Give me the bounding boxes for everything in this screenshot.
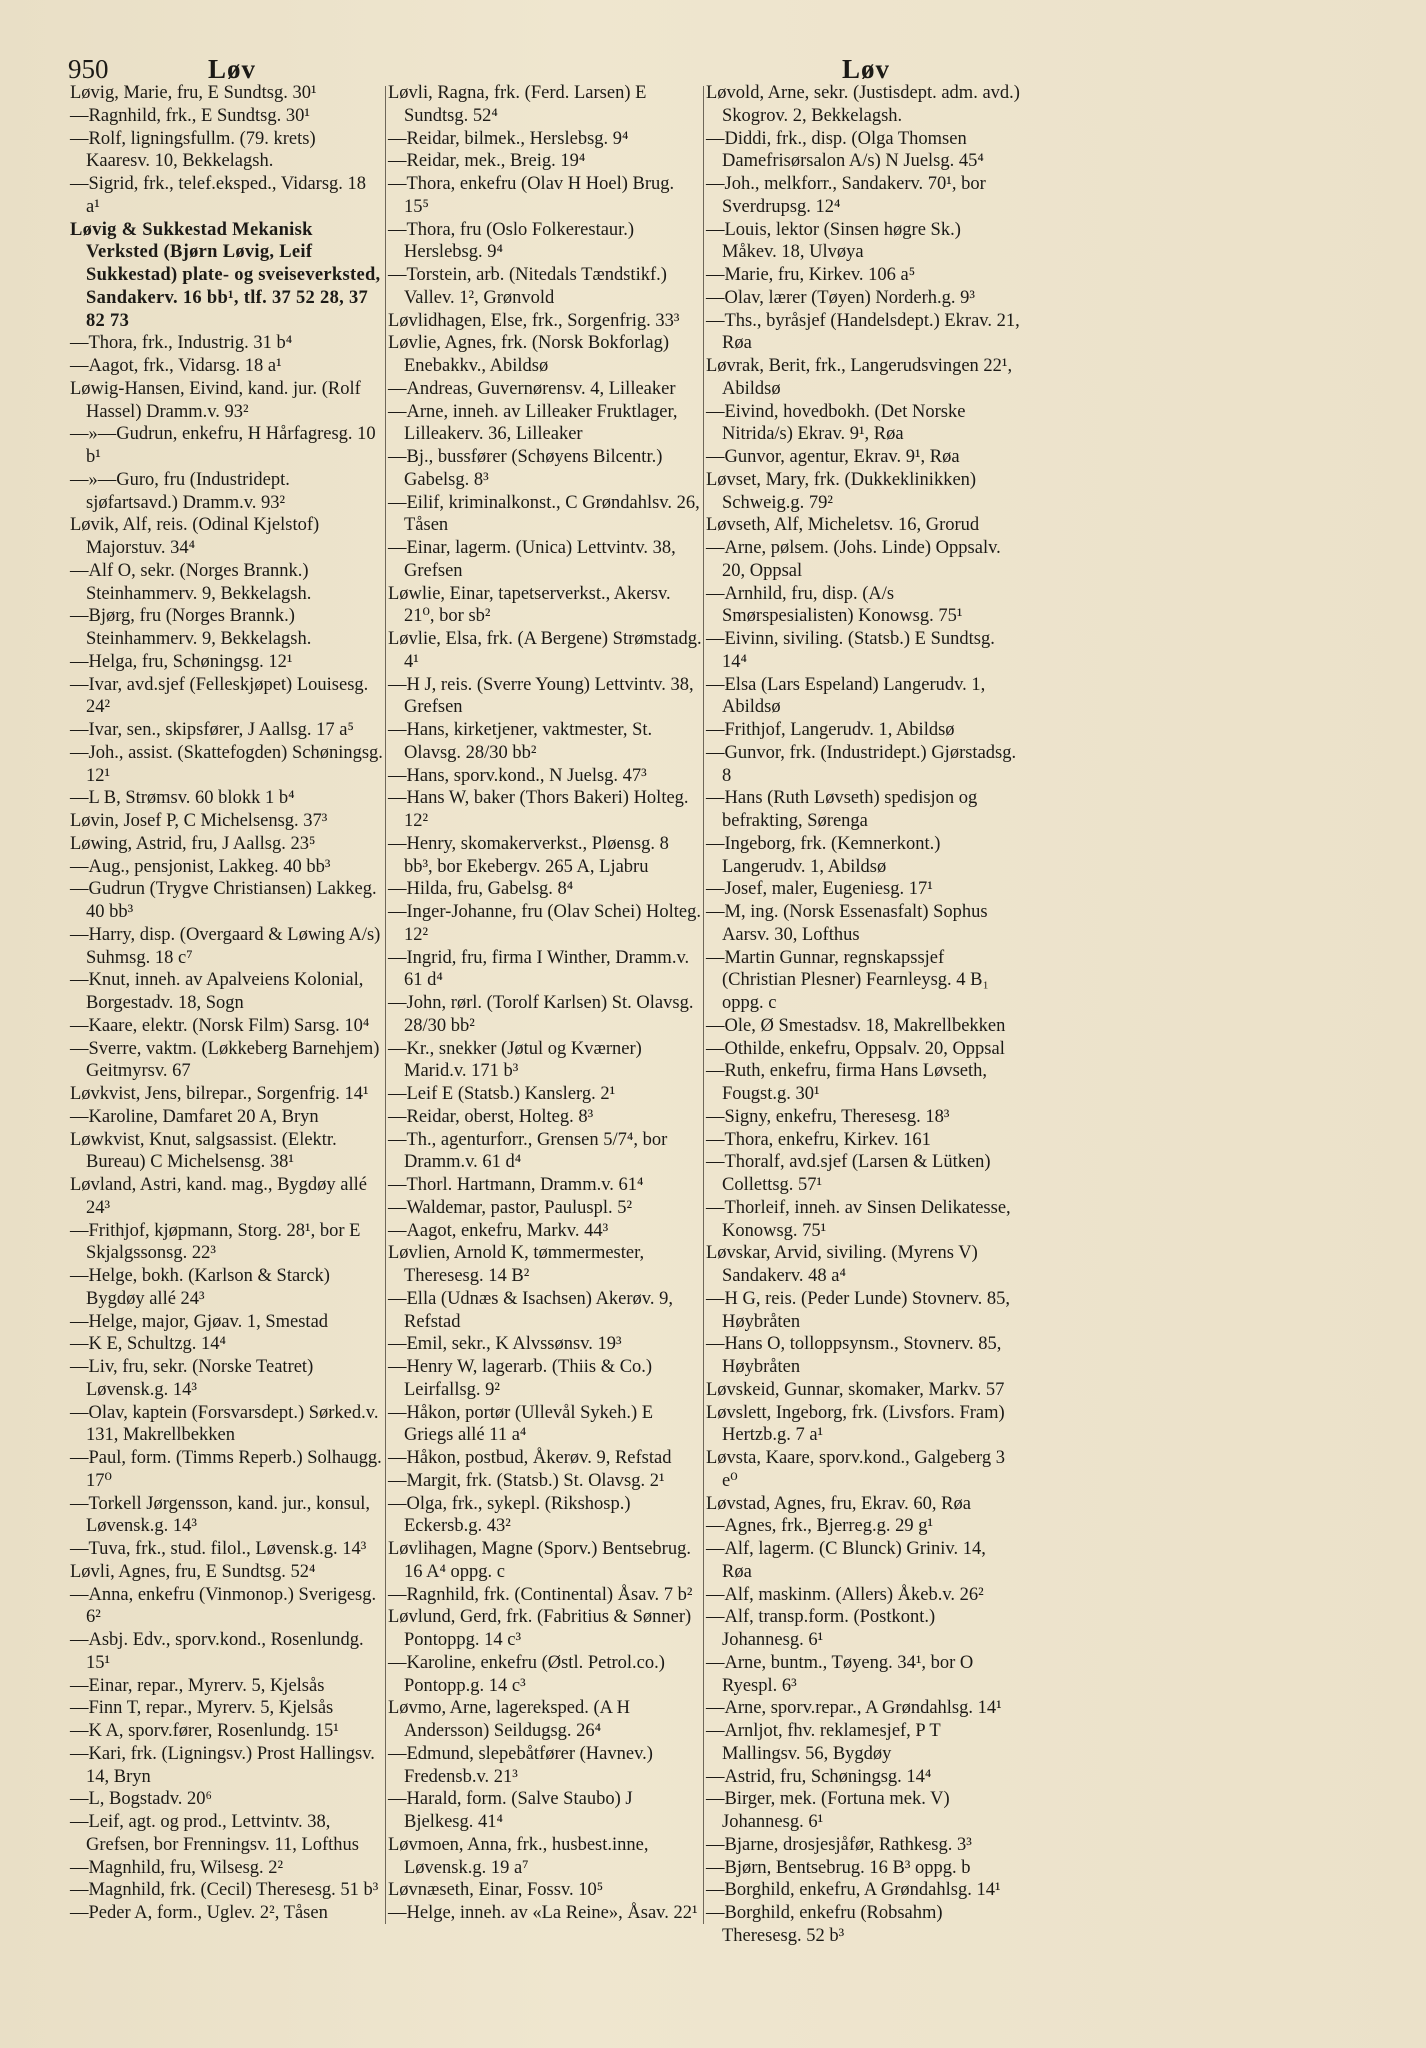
directory-entry: Løvmoen, Anna, frk., husbest.inne, Løvensk.g. 19 a⁷ — [388, 1834, 649, 1878]
directory-entry: —Th., agenturforr., Grensen 5/7⁴, bor Dramm.v. 61 d⁴ — [388, 1129, 668, 1173]
directory-entry: —Bjørn, Bentsebrug. 16 B³ oppg. b — [706, 1857, 971, 1878]
directory-entry: Løvlidhagen, Else, frk., Sorgenfrig. 33³ — [388, 310, 680, 331]
directory-entry: —Bj., bussfører (Schøyens Bilcentr.) Gabelsg. 8³ — [388, 447, 663, 490]
directory-entry: —Torstein, arb. (Nitedals Tændstikf.) Vallev. 1², Grønvold — [388, 265, 667, 308]
directory-entry: —Karoline, enkefru (Østl. Petrol.co.) Pontopp.g. 14 c³ — [388, 1652, 665, 1696]
directory-entry: —Eilif, kriminalkonst., C Grøndahlsv. 26, Tåsen — [388, 492, 700, 536]
directory-entry: —Marie, fru, Kirkev. 106 a⁵ — [706, 265, 916, 285]
directory-entry: —Magnhild, frk. (Cecil) Theresesg. 51 b³ — [70, 1880, 379, 1901]
directory-entry: —Alf, transp.form. (Postkont.) Johannesg. 6¹ — [706, 1607, 936, 1650]
directory-entry: —Hans, sporv.kond., N Juelsg. 47³ — [388, 765, 647, 786]
running-head-left: Løv — [208, 54, 257, 84]
directory-entry: —Birger, mek. (Fortuna mek. V) Johannesg. 6¹ — [706, 1789, 950, 1832]
directory-entry: Løvik, Alf, reis. (Odinal Kjelstof) Majorstuv. 34⁴ — [70, 515, 320, 558]
directory-entry: —Andreas, Guvernørensv. 4, Lilleaker — [388, 378, 676, 399]
directory-entry: —Asbj. Edv., sporv.kond., Rosenlundg. 15¹ — [70, 1630, 364, 1673]
directory-entry: —Aug., pensjonist, Lakkeg. 40 bb³ — [70, 856, 331, 877]
directory-entry: —Gudrun (Trygve Christiansen) Lakkeg. 40 bb³ — [70, 879, 377, 922]
directory-entry: —Henry, skomakerverkst., Pløensg. 8 bb³, bor Ekebergv. 265 A, Ljabru — [388, 833, 669, 877]
directory-entry: —Einar, lagerm. (Unica) Lettvintv. 38, Grefsen — [388, 538, 676, 581]
directory-entry: Løvmo, Arne, lagereksped. (A H Andersson) Seildugsg. 26⁴ — [388, 1698, 630, 1741]
directory-entry: —Arnhild, fru, disp. (A/s Smørspesialisten) Konowsg. 75¹ — [706, 583, 963, 627]
directory-entry: —Ivar, avd.sjef (Felleskjøpet) Louisesg. 24² — [70, 674, 369, 718]
running-head-right: Løv — [842, 54, 891, 84]
directory-entry: —Håkon, postbud, Åkerøv. 9, Refstad — [388, 1448, 672, 1468]
page-number: 950 — [68, 54, 109, 84]
directory-entry: —Sverre, vaktm. (Løkkeberg Barnehjem) Geitmyrsv. 67 — [70, 1038, 380, 1082]
directory-entry: —Alf, maskinm. (Allers) Åkeb.v. 26² — [706, 1584, 984, 1605]
directory-entry: —Thoralf, avd.sjef (Larsen & Lütken) Collettsg. 57¹ — [706, 1152, 991, 1195]
directory-entry: —Helge, inneh. av «La Reine», Åsav. 22¹ — [388, 1903, 698, 1923]
directory-entry: —Waldemar, pastor, Pauluspl. 5² — [388, 1197, 633, 1218]
directory-entry: Løvstad, Agnes, fru, Ekrav. 60, Røa — [706, 1493, 971, 1514]
directory-entry: —Reidar, mek., Breig. 19⁴ — [388, 151, 586, 172]
directory-entry: —Ole, Ø Smestadsv. 18, Makrellbekken — [706, 1015, 1006, 1036]
directory-entry: —Arne, pølsem. (Johs. Linde) Oppsalv. 20, Oppsal — [706, 538, 1001, 581]
directory-entry: —Thorl. Hartmann, Dramm.v. 61⁴ — [388, 1175, 644, 1195]
directory-entry: —Ella (Udnæs & Isachsen) Akerøv. 9, Refstad — [388, 1288, 673, 1332]
directory-entry: —Inger-Johanne, fru (Olav Schei) Holteg. 12² — [388, 902, 702, 945]
directory-entry: Løvlund, Gerd, frk. (Fabritius & Sønner) Pontoppg. 14 c³ — [388, 1607, 692, 1650]
directory-entry: Løvland, Astri, kand. mag., Bygdøy allé 24³ — [70, 1175, 367, 1218]
directory-entry: —Eivind, hovedbokh. (Det Norske Nitrida/s) Ekrav. 9¹, Røa — [706, 401, 966, 445]
directory-entry: Løwlie, Einar, tapetserverkst., Akersv. 21⁰, bor sb² — [388, 583, 671, 627]
directory-entry: —Othilde, enkefru, Oppsalv. 20, Oppsal — [706, 1038, 1005, 1059]
directory-entry: —Knut, inneh. av Apalveiens Kolonial, Borgestadv. 18, Sogn — [70, 970, 364, 1013]
directory-entry: —»—Gudrun, enkefru, H Hårfagresg. 10 b¹ — [70, 424, 376, 467]
directory-entry: Løvold, Arne, sekr. (Justisdept. adm. avd.) Skogrov. 2, Bekkelagsh. — [706, 83, 1020, 126]
directory-entry: —Alf, lagerm. (C Blunck) Griniv. 14, Røa — [706, 1539, 986, 1582]
directory-entry: —Anna, enkefru (Vinmonop.) Sverigesg. 6² — [70, 1584, 377, 1628]
directory-entry: —Emil, sekr., K Alvssønsv. 19³ — [388, 1334, 622, 1355]
directory-entry: —Henry W, lagerarb. (Thiis & Co.) Leirfallsg. 9² — [388, 1357, 653, 1400]
column-divider — [703, 86, 704, 1924]
directory-entry: —H J, reis. (Sverre Young) Lettvintv. 38, Grefsen — [388, 674, 694, 718]
directory-entry: —Helge, major, Gjøav. 1, Smestad — [70, 1311, 329, 1332]
directory-entry: —Hans, kirketjener, vaktmester, St. Olavsg. 28/30 bb² — [388, 720, 653, 763]
directory-entry: —Ivar, sen., skipsfører, J Aallsg. 17 a⁵ — [70, 720, 354, 740]
directory-entry: —L, Bogstadv. 20⁶ — [70, 1789, 212, 1810]
directory-entry: —Agnes, frk., Bjerreg.g. 29 g¹ — [706, 1516, 933, 1537]
directory-entry: Løvlihagen, Magne (Sporv.) Bentsebrug. 16 A⁴ oppg. c — [388, 1539, 691, 1582]
directory-entry: —Arne, inneh. av Lilleaker Fruktlager, Lilleakerv. 36, Lilleaker — [388, 401, 678, 445]
directory-entry: —Einar, repar., Myrerv. 5, Kjelsås — [70, 1675, 325, 1696]
directory-entry: —Ths., byråsjef (Handelsdept.) Ekrav. 21, Røa — [706, 310, 1020, 354]
directory-entry: —Frithjof, kjøpmann, Storg. 28¹, bor E Skjalgssonsg. 22³ — [70, 1220, 361, 1264]
directory-entry: —Joh., melkforr., Sandakerv. 70¹, bor Sverdrupsg. 12⁴ — [706, 174, 986, 217]
directory-entry: —Gunvor, frk. (Industridept.) Gjørstadsg. 8 — [706, 742, 1017, 786]
directory-entry: —M, ing. (Norsk Essenasfalt) Sophus Aarsv. 30, Lofthus — [706, 902, 988, 945]
directory-entry: —L B, Strømsv. 60 blokk 1 b⁴ — [70, 788, 295, 809]
directory-entry: Løvrak, Berit, frk., Langerudsvingen 22¹, Abildsø — [706, 356, 1013, 399]
directory-entry: —Paul, form. (Timms Reperb.) Solhaugg. 17⁰ — [70, 1448, 382, 1491]
directory-entry: Løvlie, Agnes, frk. (Norsk Bokforlag) Enebakkv., Abildsø — [388, 333, 670, 376]
directory-entry: —Borghild, enkefru (Robsahm) Theresesg. 52 b³ — [706, 1903, 943, 1946]
directory-entry: Løvin, Josef P, C Michelsensg. 37³ — [70, 811, 328, 831]
directory-entry: Løvsta, Kaare, sporv.kond., Galgeberg 3 e⁰ — [706, 1448, 1005, 1491]
directory-entry: —Margit, frk. (Statsb.) St. Olavsg. 2¹ — [388, 1470, 665, 1491]
directory-entry: Løvli, Agnes, fru, E Sundtsg. 52⁴ — [70, 1561, 316, 1582]
directory-entry: —K E, Schultzg. 14⁴ — [70, 1334, 226, 1355]
directory-entry: —Hans (Ruth Løvseth) spedisjon og befrakting, Sørenga — [706, 788, 978, 831]
directory-entry: —Ragnhild, frk., E Sundtsg. 30¹ — [70, 105, 310, 126]
directory-entry: —Eivinn, siviling. (Statsb.) E Sundtsg. 14⁴ — [706, 629, 995, 672]
directory-entry: Løvslett, Ingeborg, frk. (Livsfors. Fram) Hertzb.g. 7 a¹ — [706, 1402, 1005, 1446]
directory-entry: —Hans O, tolloppsynsm., Stovnerv. 85, Høybråten — [706, 1334, 1002, 1377]
directory-entry: Løvlien, Arnold K, tømmermester, Theresesg. 14 B² — [388, 1243, 645, 1286]
directory-entry: —Borghild, enkefru, A Grøndahlsg. 14¹ — [706, 1880, 1001, 1901]
directory-entry: —»—Guro, fru (Industridept. sjøfartsavd.) Dramm.v. 93² — [70, 469, 290, 513]
directory-entry: —Louis, lektor (Sinsen høgre Sk.) Måkev. 18, Ulvøya — [706, 219, 961, 263]
directory-entry: —Magnhild, fru, Wilsesg. 2² — [70, 1857, 284, 1878]
directory-entry: —Diddi, frk., disp. (Olga Thomsen Damefrisørsalon A/s) N Juelsg. 45⁴ — [706, 128, 984, 172]
directory-entry: —Leif E (Statsb.) Kanslerg. 2¹ — [388, 1084, 616, 1104]
directory-column-2 — [388, 82, 702, 1925]
directory-entry: —Kari, frk. (Ligningsv.) Prost Hallingsv. 14, Bryn — [70, 1743, 375, 1787]
directory-entry: —Edmund, slepebåtfører (Havnev.) Fredensb.v. 21³ — [388, 1743, 653, 1787]
directory-entry: —Ragnhild, frk. (Continental) Åsav. 7 b² — [388, 1584, 693, 1605]
directory-entry: Løvli, Ragna, frk. (Ferd. Larsen) E Sundtsg. 52⁴ — [388, 83, 647, 126]
directory-entry: —Arnljot, fhv. reklamesjef, P T Mallingsv. 56, Bygdøy — [706, 1721, 941, 1764]
directory-entry: Løvseth, Alf, Micheletsv. 16, Grorud — [706, 515, 980, 536]
directory-entry: —Bjarne, drosjesjåfør, Rathkesg. 3³ — [706, 1834, 972, 1855]
directory-entry: —Thora, enkefru (Olav H Hoel) Brug. 15⁵ — [388, 174, 675, 217]
directory-entry: —Ingeborg, frk. (Kemnerkont.) Langerudv. 1, Abildsø — [706, 833, 941, 877]
directory-entry: —Reidar, oberst, Holteg. 8³ — [388, 1106, 594, 1127]
directory-entry: —Josef, maler, Eugeniesg. 17¹ — [706, 879, 933, 900]
directory-entry: —Reidar, bilmek., Herslebsg. 9⁴ — [388, 128, 629, 149]
directory-entry: —Hilda, fru, Gabelsg. 8⁴ — [388, 879, 574, 900]
directory-entry: —Peder A, form., Uglev. 2², Tåsen — [70, 1903, 328, 1923]
directory-entry: —Leif, agt. og prod., Lettvintv. 38, Grefsen, bor Frenningsv. 11, Lofthus — [70, 1812, 360, 1855]
directory-entry: —Olga, frk., sykepl. (Rikshosp.) Eckersb.g. 43² — [388, 1493, 631, 1537]
directory-entry: Løvig, Marie, fru, E Sundtsg. 30¹ — [70, 83, 317, 103]
directory-entry: —Liv, fru, sekr. (Norske Teatret) Løvensk.g. 14³ — [70, 1357, 314, 1400]
directory-entry: —Ruth, enkefru, firma Hans Løvseth, Fougst.g. 30¹ — [706, 1061, 988, 1104]
directory-entry: —Tuva, frk., stud. filol., Løvensk.g. 14³ — [70, 1539, 367, 1559]
directory-column-3 — [706, 82, 1020, 1948]
directory-entry: —Olav, lærer (Tøyen) Norderh.g. 9³ — [706, 287, 975, 308]
directory-entry: —Harry, disp. (Overgaard & Løwing A/s) Suhmsg. 18 c⁷ — [70, 924, 381, 968]
directory-entry: —Thora, fru (Oslo Folkerestaur.) Herslebsg. 9⁴ — [388, 219, 635, 263]
directory-entry: —Aagot, frk., Vidarsg. 18 a¹ — [70, 356, 282, 376]
directory-entry: —Arne, buntm., Tøyeng. 34¹, bor O Ryespl. 6³ — [706, 1652, 974, 1696]
directory-entry: —Elsa (Lars Espeland) Langerudv. 1, Abildsø — [706, 674, 986, 718]
directory-entry: —John, rørl. (Torolf Karlsen) St. Olavsg. 28/30 bb² — [388, 993, 694, 1036]
directory-entry: —Gunvor, agentur, Ekrav. 9¹, Røa — [706, 447, 960, 467]
directory-entry: —Harald, form. (Salve Staubo) J Bjelkesg. 41⁴ — [388, 1789, 633, 1832]
directory-entry: —Astrid, fru, Schøningsg. 14⁴ — [706, 1766, 932, 1787]
directory-entry: —K A, sporv.fører, Rosenlundg. 15¹ — [70, 1721, 339, 1741]
directory-entry: —Hans W, baker (Thors Bakeri) Holteg. 12² — [388, 788, 689, 831]
directory-entry: —Helga, fru, Schøningsg. 12¹ — [70, 651, 293, 672]
directory-entry: —Helge, bokh. (Karlson & Starck) Bygdøy allé 24³ — [70, 1266, 330, 1309]
directory-entry: Løvig & Sukkestad Mekanisk Verksted (Bjørn Løvig, Leif Sukkestad) plate- og sveiseverksted, Sandakerv. 16 bb¹, tlf. 37 52 28, 37 82 73 — [70, 219, 381, 331]
directory-entry: —Martin Gunnar, regnskapssjef (Christian Plesner) Fearnleysg. 4 B₁ oppg. c — [706, 947, 989, 1013]
directory-entry: Løvskar, Arvid, siviling. (Myrens V) Sandakerv. 48 a⁴ — [706, 1243, 978, 1286]
directory-entry: —Torkell Jørgensson, kand. jur., konsul, Løvensk.g. 14³ — [70, 1493, 371, 1537]
directory-entry: Løwing, Astrid, fru, J Aallsg. 23⁵ — [70, 833, 316, 854]
directory-entry: —Thorleif, inneh. av Sinsen Delikatesse, Konowsg. 75¹ — [706, 1197, 1011, 1241]
directory-entry: —Thora, frk., Industrig. 31 b⁴ — [70, 333, 293, 354]
directory-entry: Løvkvist, Jens, bilrepar., Sorgenfrig. 14¹ — [70, 1084, 369, 1104]
directory-entry: —Aagot, enkefru, Markv. 44³ — [388, 1220, 609, 1241]
directory-entry: —Olav, kaptein (Forsvarsdept.) Sørked.v. 131, Makrellbekken — [70, 1402, 379, 1446]
directory-entry: —Joh., assist. (Skattefogden) Schøningsg. 12¹ — [70, 742, 383, 786]
directory-entry: Løvskeid, Gunnar, skomaker, Markv. 57 — [706, 1379, 1005, 1400]
directory-entry: Løvlie, Elsa, frk. (A Bergene) Strømstadg. 4¹ — [388, 629, 702, 672]
directory-entry: Løvset, Mary, frk. (Dukkeklinikken) Schweig.g. 79² — [706, 469, 977, 513]
directory-entry: Løwig-Hansen, Eivind, kand. jur. (Rolf Hassel) Dramm.v. 93² — [70, 378, 361, 422]
directory-entry: —Arne, sporv.repar., A Grøndahlsg. 14¹ — [706, 1698, 1002, 1719]
directory-entry: Løwkvist, Knut, salgsassist. (Elektr. Bureau) C Michelsensg. 38¹ — [70, 1129, 337, 1173]
directory-entry: —Frithjof, Langerudv. 1, Abildsø — [706, 720, 955, 740]
directory-entry: —Signy, enkefru, Theresesg. 18³ — [706, 1106, 950, 1127]
directory-entry: —Kr., snekker (Jøtul og Kværner) Marid.v. 171 b³ — [388, 1038, 642, 1082]
directory-entry: —Rolf, ligningsfullm. (79. krets) Kaaresv. 10, Bekkelagsh. — [70, 128, 316, 172]
directory-entry: —Håkon, portør (Ullevål Sykeh.) E Griegs allé 11 a⁴ — [388, 1402, 654, 1446]
directory-entry: —Alf O, sekr. (Norges Brannk.) Steinhammerv. 9, Bekkelagsh. — [70, 560, 312, 604]
directory-column-1 — [70, 82, 384, 1925]
directory-entry: —Ingrid, fru, firma I Winther, Dramm.v. 61 d⁴ — [388, 947, 690, 991]
directory-entry: —Karoline, Damfaret 20 A, Bryn — [70, 1106, 319, 1127]
column-divider — [385, 86, 386, 1924]
directory-entry: —Kaare, elektr. (Norsk Film) Sarsg. 10⁴ — [70, 1015, 370, 1036]
directory-entry: Løvnæseth, Einar, Fossv. 10⁵ — [388, 1880, 604, 1901]
directory-entry: —Finn T, repar., Myrerv. 5, Kjelsås — [70, 1698, 334, 1719]
directory-entry: —Bjørg, fru (Norges Brannk.) Steinhammerv. 9, Bekkelagsh. — [70, 606, 312, 649]
directory-entry: —Thora, enkefru, Kirkev. 161 — [706, 1129, 931, 1150]
directory-entry: —Sigrid, frk., telef.eksped., Vidarsg. 18 a¹ — [70, 174, 367, 217]
directory-entry: —H G, reis. (Peder Lunde) Stovnerv. 85, Høybråten — [706, 1288, 1010, 1332]
